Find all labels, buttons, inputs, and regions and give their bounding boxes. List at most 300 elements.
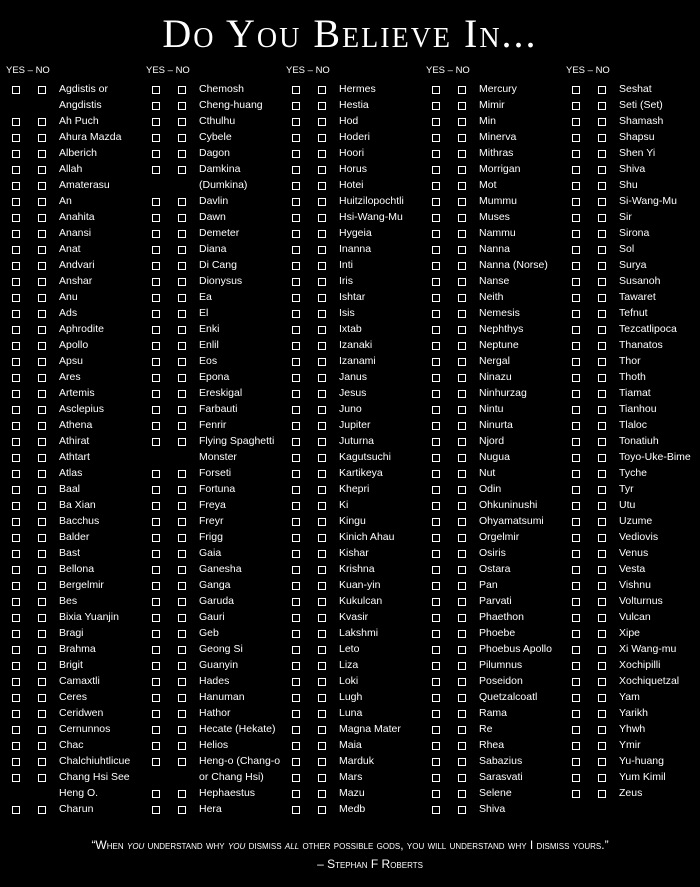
yes-checkbox[interactable] xyxy=(432,582,440,590)
no-checkbox[interactable] xyxy=(178,278,186,286)
no-checkbox[interactable] xyxy=(38,774,46,782)
no-checkbox[interactable] xyxy=(178,678,186,686)
yes-checkbox[interactable] xyxy=(292,310,300,318)
yes-checkbox[interactable] xyxy=(12,214,20,222)
no-checkbox[interactable] xyxy=(318,806,326,814)
no-checkbox[interactable] xyxy=(458,646,466,654)
no-checkbox[interactable] xyxy=(318,406,326,414)
yes-checkbox[interactable] xyxy=(152,422,160,430)
yes-checkbox[interactable] xyxy=(12,582,20,590)
yes-checkbox[interactable] xyxy=(572,694,580,702)
no-checkbox[interactable] xyxy=(598,726,606,734)
no-checkbox[interactable] xyxy=(598,614,606,622)
no-checkbox[interactable] xyxy=(458,342,466,350)
yes-checkbox[interactable] xyxy=(12,230,20,238)
no-checkbox[interactable] xyxy=(318,582,326,590)
yes-checkbox[interactable] xyxy=(572,598,580,606)
yes-checkbox[interactable] xyxy=(432,198,440,206)
yes-checkbox[interactable] xyxy=(432,246,440,254)
yes-checkbox[interactable] xyxy=(292,534,300,542)
no-checkbox[interactable] xyxy=(458,598,466,606)
no-checkbox[interactable] xyxy=(458,534,466,542)
yes-checkbox[interactable] xyxy=(572,262,580,270)
no-checkbox[interactable] xyxy=(458,150,466,158)
yes-checkbox[interactable] xyxy=(12,262,20,270)
yes-checkbox[interactable] xyxy=(12,806,20,814)
no-checkbox[interactable] xyxy=(318,774,326,782)
yes-checkbox[interactable] xyxy=(292,294,300,302)
no-checkbox[interactable] xyxy=(598,550,606,558)
yes-checkbox[interactable] xyxy=(292,518,300,526)
yes-checkbox[interactable] xyxy=(152,742,160,750)
yes-checkbox[interactable] xyxy=(152,662,160,670)
yes-checkbox[interactable] xyxy=(572,214,580,222)
yes-checkbox[interactable] xyxy=(152,342,160,350)
no-checkbox[interactable] xyxy=(318,166,326,174)
yes-checkbox[interactable] xyxy=(572,534,580,542)
yes-checkbox[interactable] xyxy=(292,278,300,286)
no-checkbox[interactable] xyxy=(458,294,466,302)
no-checkbox[interactable] xyxy=(38,422,46,430)
yes-checkbox[interactable] xyxy=(152,438,160,446)
no-checkbox[interactable] xyxy=(38,550,46,558)
yes-checkbox[interactable] xyxy=(432,438,440,446)
no-checkbox[interactable] xyxy=(458,726,466,734)
yes-checkbox[interactable] xyxy=(572,518,580,526)
yes-checkbox[interactable] xyxy=(12,518,20,526)
yes-checkbox[interactable] xyxy=(572,246,580,254)
yes-checkbox[interactable] xyxy=(432,230,440,238)
no-checkbox[interactable] xyxy=(178,358,186,366)
no-checkbox[interactable] xyxy=(598,294,606,302)
yes-checkbox[interactable] xyxy=(572,614,580,622)
yes-checkbox[interactable] xyxy=(12,422,20,430)
yes-checkbox[interactable] xyxy=(432,790,440,798)
no-checkbox[interactable] xyxy=(318,310,326,318)
yes-checkbox[interactable] xyxy=(292,662,300,670)
no-checkbox[interactable] xyxy=(178,486,186,494)
no-checkbox[interactable] xyxy=(178,246,186,254)
yes-checkbox[interactable] xyxy=(152,486,160,494)
yes-checkbox[interactable] xyxy=(12,198,20,206)
yes-checkbox[interactable] xyxy=(292,726,300,734)
yes-checkbox[interactable] xyxy=(292,262,300,270)
yes-checkbox[interactable] xyxy=(152,502,160,510)
no-checkbox[interactable] xyxy=(178,134,186,142)
yes-checkbox[interactable] xyxy=(572,278,580,286)
no-checkbox[interactable] xyxy=(38,358,46,366)
no-checkbox[interactable] xyxy=(178,726,186,734)
yes-checkbox[interactable] xyxy=(572,294,580,302)
no-checkbox[interactable] xyxy=(178,374,186,382)
no-checkbox[interactable] xyxy=(178,598,186,606)
yes-checkbox[interactable] xyxy=(152,198,160,206)
no-checkbox[interactable] xyxy=(598,534,606,542)
no-checkbox[interactable] xyxy=(598,758,606,766)
no-checkbox[interactable] xyxy=(458,742,466,750)
no-checkbox[interactable] xyxy=(38,518,46,526)
no-checkbox[interactable] xyxy=(318,470,326,478)
yes-checkbox[interactable] xyxy=(152,710,160,718)
yes-checkbox[interactable] xyxy=(292,710,300,718)
no-checkbox[interactable] xyxy=(178,742,186,750)
no-checkbox[interactable] xyxy=(38,406,46,414)
yes-checkbox[interactable] xyxy=(292,502,300,510)
no-checkbox[interactable] xyxy=(598,566,606,574)
yes-checkbox[interactable] xyxy=(12,598,20,606)
yes-checkbox[interactable] xyxy=(12,454,20,462)
no-checkbox[interactable] xyxy=(38,214,46,222)
yes-checkbox[interactable] xyxy=(12,278,20,286)
no-checkbox[interactable] xyxy=(318,438,326,446)
no-checkbox[interactable] xyxy=(178,694,186,702)
yes-checkbox[interactable] xyxy=(432,534,440,542)
yes-checkbox[interactable] xyxy=(292,166,300,174)
no-checkbox[interactable] xyxy=(318,518,326,526)
no-checkbox[interactable] xyxy=(458,566,466,574)
no-checkbox[interactable] xyxy=(458,614,466,622)
no-checkbox[interactable] xyxy=(38,582,46,590)
no-checkbox[interactable] xyxy=(38,486,46,494)
yes-checkbox[interactable] xyxy=(152,646,160,654)
yes-checkbox[interactable] xyxy=(432,294,440,302)
no-checkbox[interactable] xyxy=(318,390,326,398)
no-checkbox[interactable] xyxy=(458,230,466,238)
no-checkbox[interactable] xyxy=(178,662,186,670)
yes-checkbox[interactable] xyxy=(152,598,160,606)
yes-checkbox[interactable] xyxy=(152,294,160,302)
no-checkbox[interactable] xyxy=(598,774,606,782)
no-checkbox[interactable] xyxy=(458,470,466,478)
no-checkbox[interactable] xyxy=(318,550,326,558)
yes-checkbox[interactable] xyxy=(152,118,160,126)
no-checkbox[interactable] xyxy=(458,806,466,814)
no-checkbox[interactable] xyxy=(458,374,466,382)
yes-checkbox[interactable] xyxy=(572,102,580,110)
yes-checkbox[interactable] xyxy=(152,214,160,222)
yes-checkbox[interactable] xyxy=(292,422,300,430)
no-checkbox[interactable] xyxy=(598,646,606,654)
no-checkbox[interactable] xyxy=(598,790,606,798)
no-checkbox[interactable] xyxy=(38,678,46,686)
no-checkbox[interactable] xyxy=(38,662,46,670)
yes-checkbox[interactable] xyxy=(572,790,580,798)
yes-checkbox[interactable] xyxy=(292,102,300,110)
yes-checkbox[interactable] xyxy=(12,758,20,766)
yes-checkbox[interactable] xyxy=(432,262,440,270)
no-checkbox[interactable] xyxy=(458,518,466,526)
yes-checkbox[interactable] xyxy=(572,550,580,558)
no-checkbox[interactable] xyxy=(318,230,326,238)
yes-checkbox[interactable] xyxy=(432,502,440,510)
no-checkbox[interactable] xyxy=(458,550,466,558)
no-checkbox[interactable] xyxy=(458,246,466,254)
yes-checkbox[interactable] xyxy=(572,374,580,382)
no-checkbox[interactable] xyxy=(178,470,186,478)
no-checkbox[interactable] xyxy=(458,134,466,142)
no-checkbox[interactable] xyxy=(318,342,326,350)
yes-checkbox[interactable] xyxy=(152,86,160,94)
yes-checkbox[interactable] xyxy=(152,150,160,158)
no-checkbox[interactable] xyxy=(38,614,46,622)
no-checkbox[interactable] xyxy=(458,790,466,798)
yes-checkbox[interactable] xyxy=(292,454,300,462)
no-checkbox[interactable] xyxy=(178,630,186,638)
yes-checkbox[interactable] xyxy=(292,566,300,574)
yes-checkbox[interactable] xyxy=(12,86,20,94)
yes-checkbox[interactable] xyxy=(432,214,440,222)
yes-checkbox[interactable] xyxy=(12,486,20,494)
yes-checkbox[interactable] xyxy=(292,246,300,254)
no-checkbox[interactable] xyxy=(318,454,326,462)
no-checkbox[interactable] xyxy=(38,326,46,334)
no-checkbox[interactable] xyxy=(178,790,186,798)
yes-checkbox[interactable] xyxy=(12,550,20,558)
yes-checkbox[interactable] xyxy=(432,598,440,606)
yes-checkbox[interactable] xyxy=(572,150,580,158)
yes-checkbox[interactable] xyxy=(572,118,580,126)
yes-checkbox[interactable] xyxy=(292,214,300,222)
no-checkbox[interactable] xyxy=(458,326,466,334)
yes-checkbox[interactable] xyxy=(572,470,580,478)
no-checkbox[interactable] xyxy=(178,198,186,206)
yes-checkbox[interactable] xyxy=(12,710,20,718)
no-checkbox[interactable] xyxy=(38,86,46,94)
yes-checkbox[interactable] xyxy=(572,742,580,750)
yes-checkbox[interactable] xyxy=(152,262,160,270)
yes-checkbox[interactable] xyxy=(152,518,160,526)
no-checkbox[interactable] xyxy=(178,502,186,510)
no-checkbox[interactable] xyxy=(598,390,606,398)
no-checkbox[interactable] xyxy=(178,406,186,414)
yes-checkbox[interactable] xyxy=(572,774,580,782)
yes-checkbox[interactable] xyxy=(12,566,20,574)
no-checkbox[interactable] xyxy=(458,118,466,126)
yes-checkbox[interactable] xyxy=(292,774,300,782)
no-checkbox[interactable] xyxy=(318,630,326,638)
yes-checkbox[interactable] xyxy=(12,406,20,414)
yes-checkbox[interactable] xyxy=(572,310,580,318)
yes-checkbox[interactable] xyxy=(152,566,160,574)
no-checkbox[interactable] xyxy=(178,646,186,654)
yes-checkbox[interactable] xyxy=(152,134,160,142)
yes-checkbox[interactable] xyxy=(572,566,580,574)
yes-checkbox[interactable] xyxy=(432,182,440,190)
no-checkbox[interactable] xyxy=(38,710,46,718)
yes-checkbox[interactable] xyxy=(292,406,300,414)
no-checkbox[interactable] xyxy=(598,710,606,718)
yes-checkbox[interactable] xyxy=(12,166,20,174)
yes-checkbox[interactable] xyxy=(432,310,440,318)
no-checkbox[interactable] xyxy=(178,310,186,318)
no-checkbox[interactable] xyxy=(178,230,186,238)
no-checkbox[interactable] xyxy=(598,342,606,350)
yes-checkbox[interactable] xyxy=(152,102,160,110)
yes-checkbox[interactable] xyxy=(572,390,580,398)
no-checkbox[interactable] xyxy=(598,326,606,334)
yes-checkbox[interactable] xyxy=(292,806,300,814)
yes-checkbox[interactable] xyxy=(572,646,580,654)
yes-checkbox[interactable] xyxy=(12,294,20,302)
no-checkbox[interactable] xyxy=(318,326,326,334)
yes-checkbox[interactable] xyxy=(152,374,160,382)
no-checkbox[interactable] xyxy=(458,710,466,718)
yes-checkbox[interactable] xyxy=(12,662,20,670)
yes-checkbox[interactable] xyxy=(292,790,300,798)
yes-checkbox[interactable] xyxy=(572,342,580,350)
yes-checkbox[interactable] xyxy=(152,582,160,590)
no-checkbox[interactable] xyxy=(38,534,46,542)
no-checkbox[interactable] xyxy=(318,134,326,142)
yes-checkbox[interactable] xyxy=(12,534,20,542)
yes-checkbox[interactable] xyxy=(152,230,160,238)
no-checkbox[interactable] xyxy=(318,214,326,222)
no-checkbox[interactable] xyxy=(318,262,326,270)
yes-checkbox[interactable] xyxy=(432,726,440,734)
yes-checkbox[interactable] xyxy=(152,614,160,622)
yes-checkbox[interactable] xyxy=(432,518,440,526)
yes-checkbox[interactable] xyxy=(432,486,440,494)
yes-checkbox[interactable] xyxy=(292,374,300,382)
yes-checkbox[interactable] xyxy=(12,358,20,366)
no-checkbox[interactable] xyxy=(318,566,326,574)
no-checkbox[interactable] xyxy=(318,294,326,302)
yes-checkbox[interactable] xyxy=(572,134,580,142)
yes-checkbox[interactable] xyxy=(572,454,580,462)
yes-checkbox[interactable] xyxy=(292,134,300,142)
yes-checkbox[interactable] xyxy=(292,758,300,766)
no-checkbox[interactable] xyxy=(38,694,46,702)
no-checkbox[interactable] xyxy=(38,374,46,382)
no-checkbox[interactable] xyxy=(598,198,606,206)
yes-checkbox[interactable] xyxy=(12,374,20,382)
no-checkbox[interactable] xyxy=(598,406,606,414)
no-checkbox[interactable] xyxy=(598,262,606,270)
no-checkbox[interactable] xyxy=(178,102,186,110)
yes-checkbox[interactable] xyxy=(572,726,580,734)
no-checkbox[interactable] xyxy=(38,278,46,286)
no-checkbox[interactable] xyxy=(458,310,466,318)
no-checkbox[interactable] xyxy=(178,582,186,590)
yes-checkbox[interactable] xyxy=(572,406,580,414)
no-checkbox[interactable] xyxy=(318,646,326,654)
yes-checkbox[interactable] xyxy=(292,582,300,590)
yes-checkbox[interactable] xyxy=(432,342,440,350)
no-checkbox[interactable] xyxy=(458,582,466,590)
no-checkbox[interactable] xyxy=(458,182,466,190)
yes-checkbox[interactable] xyxy=(432,374,440,382)
yes-checkbox[interactable] xyxy=(292,118,300,126)
yes-checkbox[interactable] xyxy=(432,614,440,622)
yes-checkbox[interactable] xyxy=(12,774,20,782)
no-checkbox[interactable] xyxy=(178,550,186,558)
yes-checkbox[interactable] xyxy=(292,342,300,350)
yes-checkbox[interactable] xyxy=(432,326,440,334)
no-checkbox[interactable] xyxy=(598,150,606,158)
yes-checkbox[interactable] xyxy=(292,198,300,206)
no-checkbox[interactable] xyxy=(318,534,326,542)
yes-checkbox[interactable] xyxy=(152,758,160,766)
yes-checkbox[interactable] xyxy=(572,486,580,494)
no-checkbox[interactable] xyxy=(318,742,326,750)
yes-checkbox[interactable] xyxy=(12,614,20,622)
yes-checkbox[interactable] xyxy=(152,246,160,254)
yes-checkbox[interactable] xyxy=(292,390,300,398)
no-checkbox[interactable] xyxy=(178,438,186,446)
yes-checkbox[interactable] xyxy=(152,806,160,814)
no-checkbox[interactable] xyxy=(598,102,606,110)
no-checkbox[interactable] xyxy=(38,470,46,478)
no-checkbox[interactable] xyxy=(458,678,466,686)
no-checkbox[interactable] xyxy=(178,518,186,526)
yes-checkbox[interactable] xyxy=(432,678,440,686)
no-checkbox[interactable] xyxy=(598,166,606,174)
no-checkbox[interactable] xyxy=(318,150,326,158)
no-checkbox[interactable] xyxy=(458,630,466,638)
no-checkbox[interactable] xyxy=(318,790,326,798)
yes-checkbox[interactable] xyxy=(432,806,440,814)
no-checkbox[interactable] xyxy=(458,694,466,702)
no-checkbox[interactable] xyxy=(458,486,466,494)
yes-checkbox[interactable] xyxy=(572,166,580,174)
yes-checkbox[interactable] xyxy=(432,278,440,286)
yes-checkbox[interactable] xyxy=(432,86,440,94)
yes-checkbox[interactable] xyxy=(12,694,20,702)
no-checkbox[interactable] xyxy=(318,614,326,622)
no-checkbox[interactable] xyxy=(318,710,326,718)
yes-checkbox[interactable] xyxy=(572,582,580,590)
yes-checkbox[interactable] xyxy=(572,358,580,366)
yes-checkbox[interactable] xyxy=(12,246,20,254)
no-checkbox[interactable] xyxy=(458,198,466,206)
yes-checkbox[interactable] xyxy=(292,486,300,494)
no-checkbox[interactable] xyxy=(178,710,186,718)
no-checkbox[interactable] xyxy=(598,694,606,702)
no-checkbox[interactable] xyxy=(598,134,606,142)
no-checkbox[interactable] xyxy=(598,454,606,462)
no-checkbox[interactable] xyxy=(598,662,606,670)
no-checkbox[interactable] xyxy=(178,422,186,430)
no-checkbox[interactable] xyxy=(318,182,326,190)
yes-checkbox[interactable] xyxy=(572,230,580,238)
no-checkbox[interactable] xyxy=(318,422,326,430)
no-checkbox[interactable] xyxy=(318,374,326,382)
no-checkbox[interactable] xyxy=(598,582,606,590)
no-checkbox[interactable] xyxy=(598,678,606,686)
yes-checkbox[interactable] xyxy=(432,662,440,670)
no-checkbox[interactable] xyxy=(318,278,326,286)
no-checkbox[interactable] xyxy=(38,598,46,606)
yes-checkbox[interactable] xyxy=(152,326,160,334)
no-checkbox[interactable] xyxy=(458,422,466,430)
no-checkbox[interactable] xyxy=(598,374,606,382)
no-checkbox[interactable] xyxy=(458,102,466,110)
no-checkbox[interactable] xyxy=(38,342,46,350)
yes-checkbox[interactable] xyxy=(432,566,440,574)
yes-checkbox[interactable] xyxy=(12,182,20,190)
no-checkbox[interactable] xyxy=(598,278,606,286)
yes-checkbox[interactable] xyxy=(292,86,300,94)
yes-checkbox[interactable] xyxy=(292,646,300,654)
yes-checkbox[interactable] xyxy=(12,310,20,318)
no-checkbox[interactable] xyxy=(178,262,186,270)
yes-checkbox[interactable] xyxy=(432,470,440,478)
yes-checkbox[interactable] xyxy=(12,438,20,446)
no-checkbox[interactable] xyxy=(38,502,46,510)
no-checkbox[interactable] xyxy=(38,758,46,766)
no-checkbox[interactable] xyxy=(598,230,606,238)
yes-checkbox[interactable] xyxy=(432,630,440,638)
